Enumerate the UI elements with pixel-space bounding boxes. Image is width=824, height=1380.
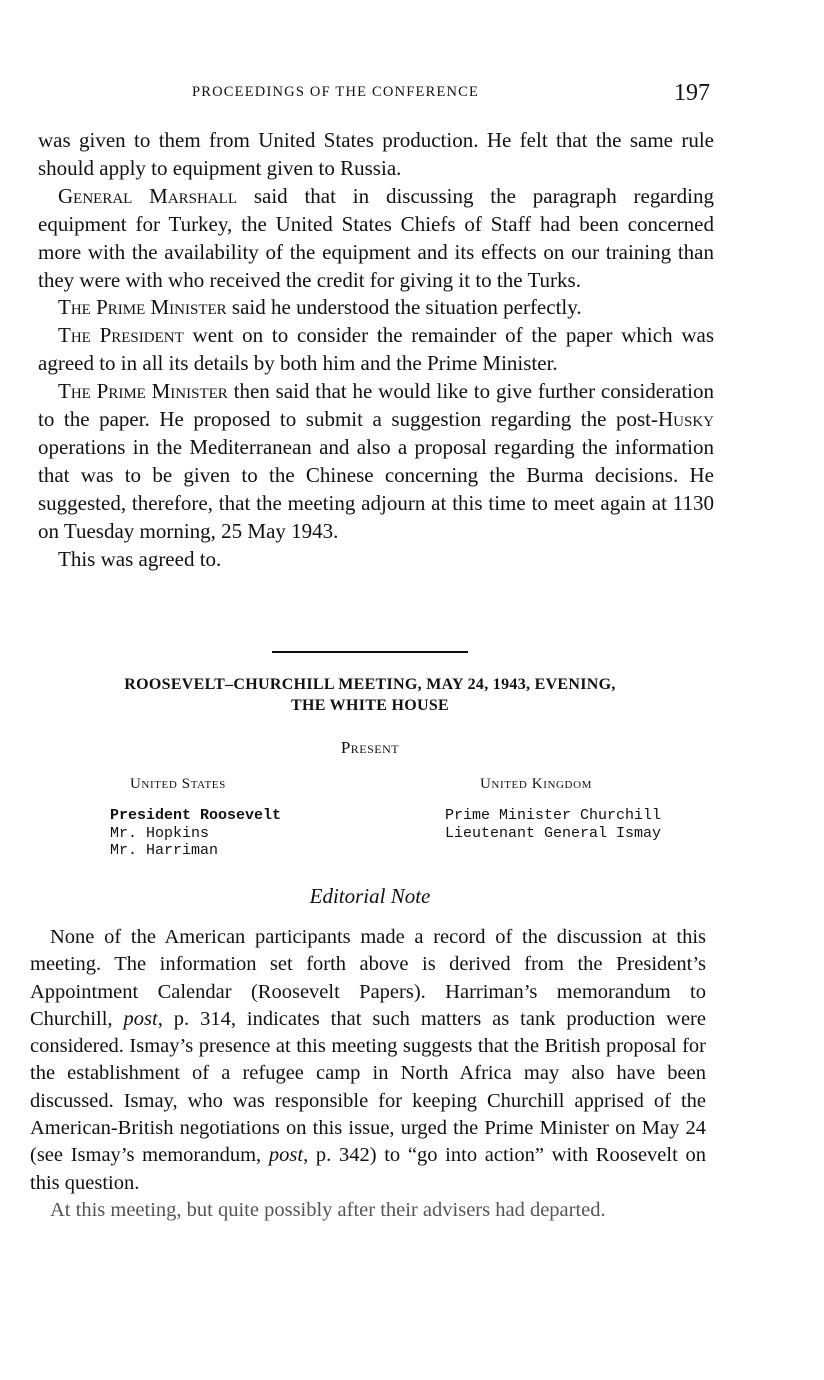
operation-codename: Husky (657, 407, 714, 432)
paragraph-text: , p. 314, indicates that such matters as tank production were considered. Ismay’s presence at this meeting suggests that the British proposal for the establishment of a refugee camp in North Africa may also have been discussed. Ismay, who was responsible for keeping Churchill apprised of the American-British negotiations on this issue, urged the Prime Minister on May 24 (see Ismay’s memorandum, (30, 1007, 706, 1167)
paragraph (38, 378, 714, 545)
paragraph-text: operations in the Mediterranean and also a proposal regarding the information that was to be given to the Chinese concerning the Burma decisions. He suggested, therefore, that the meeting adjourn at this time to meet again at 1130 on Tuesday morning, 25 May 1943. (38, 434, 714, 543)
paragraph (30, 924, 706, 1197)
attendees-united-kingdom (445, 776, 745, 842)
speaker-name: The Prime Minister (58, 379, 228, 404)
editorial-note-heading: Editorial Note (309, 884, 431, 908)
paragraph (38, 546, 714, 574)
speaker-name: The Prime Minister (58, 295, 227, 320)
attendee: Mr. Harriman (110, 842, 219, 859)
citation-post: post (123, 1007, 158, 1030)
paragraph (30, 1197, 706, 1224)
paragraph (38, 294, 714, 322)
attendees-heading: United Kingdom (480, 776, 593, 792)
speaker-name: General Marshall (58, 183, 237, 208)
meeting-title (38, 674, 702, 716)
present-heading: Present (340, 738, 400, 757)
citation-post: post (268, 1144, 304, 1167)
paragraph (38, 183, 714, 295)
paragraph-text: said he understood the situation perfectly. (226, 295, 582, 320)
minutes-body (38, 127, 714, 574)
attendee: Lieutenant General Ismay (445, 824, 662, 842)
meeting-title-line: THE WHITE HOUSE (290, 697, 450, 714)
section-divider (272, 651, 468, 653)
attendees-united-states (110, 776, 390, 860)
page-number: 197 (674, 80, 710, 106)
paragraph-text: , p. 342) to “go into action” with Roosevelt on this question. (30, 1144, 707, 1194)
paragraph-text: At this meeting, but quite possibly after their advisers had departed. (50, 1198, 606, 1221)
attendee: President Roosevelt (110, 807, 282, 824)
paragraph-text: went on to consider the remainder of the paper which was agreed to in all its details by both him and the Prime Minister. (38, 323, 714, 376)
paragraph (38, 322, 714, 378)
speaker-name: The President (58, 323, 184, 348)
attendee: Prime Minister Churchill (445, 807, 662, 824)
attendee: Mr. Hopkins (110, 824, 210, 842)
paragraph-text: then said that he would like to give further consideration to the paper. He proposed to submit a suggestion regarding the post- (38, 379, 715, 432)
paragraph-text: This was agreed to. (58, 546, 222, 571)
running-head: PROCEEDINGS OF THE CONFERENCE (192, 84, 480, 100)
attendees-heading: United States (130, 776, 226, 792)
meeting-title-line: ROOSEVELT–CHURCHILL MEETING, MAY 24, 1943, EVENING, (124, 676, 616, 693)
paragraph-text: was given to them from United States production. He felt that the same rule should apply to equipment given to Russia. (38, 128, 714, 180)
editorial-note-body (30, 924, 706, 1224)
paragraph-text: said that in discussing the paragraph regarding equipment for Turkey, the United States Chiefs of Staff had been concerned more with the availability of the equipment and its effects on our training than they were with who received the credit for giving it to the Turks. (38, 183, 714, 292)
paragraph (38, 127, 714, 183)
paragraph-text: None of the American participants made a record of the discussion at this meeting. The information set forth above is derived from the President’s Appointment Calendar (Roosevelt Papers). Harriman’s memorandum to Churchill, (30, 926, 706, 1030)
